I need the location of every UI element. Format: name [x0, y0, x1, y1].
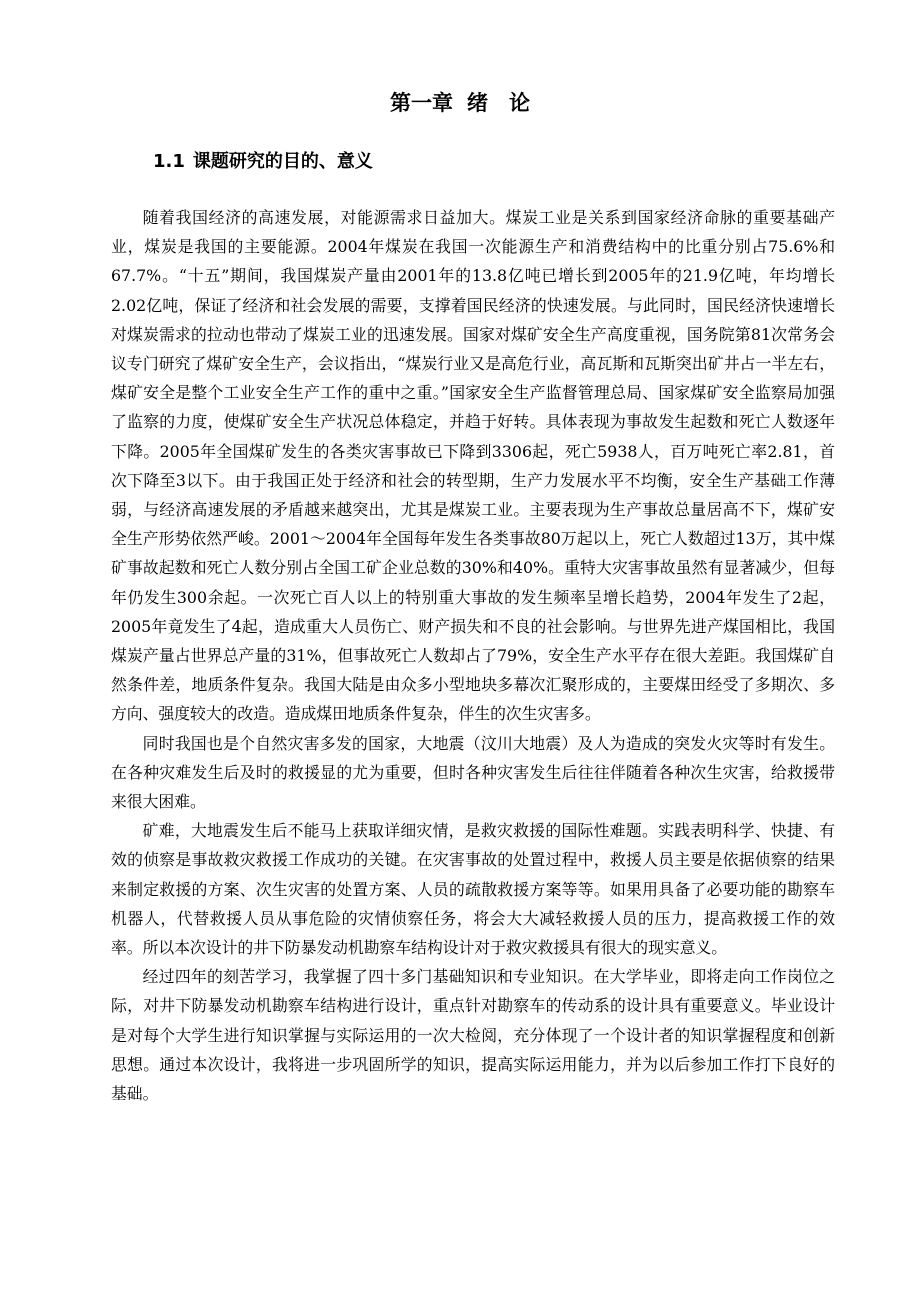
section-number: 1.1	[153, 151, 185, 172]
chapter-label: 第一章	[390, 91, 453, 115]
paragraph: 矿难，大地震发生后不能马上获取详细灾情，是救灾救援的国际性难题。实践表明科学、快捷、有效的侦察是事故救灾救援工作成功的关键。在灾害事故的处置过程中，救援人员主要是依据侦察的结果来制定救援的方案、次生灾害的处置方案、人员的疏散救援方案等等。如果用具备了必要功能的勘察车机器人，代替救援人员从事危险的灾情侦察任务，将会大大减轻救援人员的压力，提高救援工作的效率。所以本次设计的井下防暴发动机勘察车结构设计对于救灾救援具有很大的现实意义。	[111, 821, 835, 958]
chapter-title: 绪 论	[467, 91, 530, 115]
paragraph: 经过四年的刻苦学习，我掌握了四十多门基础知识和专业知识。在大学毕业，即将走向工作岗位之际，对井下防暴发动机勘察车结构进行设计，重点针对勘察车的传动系的设计具有重要意义。毕业设计是对每个大学生进行知识掌握与实际运用的一次大检阅，充分体现了一个设计者的知识掌握程度和创新思想。通过本次设计，我将进一步巩固所学的知识，提高实际运用能力，并为以后参加工作打下良好的基础。	[111, 967, 835, 1104]
paragraph: 随着我国经济的高速发展，对能源需求日益加大。煤炭工业是关系到国家经济命脉的重要基础产业，煤炭是我国的主要能源。2004年煤炭在我国一次能源生产和消费结构中的比重分别占75.6%和67.7%。“十五”期间，我国煤炭产量由2001年的13.8亿吨已增长到2005年的21.9亿吨，年均增长2.02亿吨，保证了经济和社会发展的需要，支撑着国民经济的快速发展。与此同时，国民经济快速增长对煤炭需求的拉动也带动了煤炭工业的迅速发展。国家对煤矿安全生产高度重视，国务院第81次常务会议专门研究了煤矿安全生产，会议指出，“煤炭行业又是高危行业，高瓦斯和瓦斯突出矿井占一半左右，煤矿安全是整个工业安全生产工作的重中之重。”国家安全生产监督管理总局、国家煤矿安全监察局加强了监察的力度，使煤矿安全生产状况总体稳定，并趋于好转。具体表现为事故发生起数和死亡人数逐年下降。2005年全国煤矿发生的各类灾害事故已下降到3306起，死亡5938人，百万吨死亡率2.81，首次下降至3以下。由于我国正处于经济和社会的转型期，生产力发展水平不均衡，安全生产基础工作薄弱，与经济高速发展的矛盾越来越突出，尤其是煤炭工业。主要表现为生产事故总量居高不下，煤矿安全生产形势依然严峻。2001～2004年全国每年发生各类事故80万起以上，死亡人数超过13万，其中煤矿事故起数和死亡人数分别占全国工矿企业总数的30%和40%。重特大灾害事故虽然有显著减少，但每年仍发生300余起。一次死亡百人以上的特别重大事故的发生频率呈增长趋势，2004年发生了2起，2005年竟发生了4起，造成重大人员伤亡、财产损失和不良的社会影响。与世界先进产煤国相比，我国煤炭产量占世界总产量的31%，但事故死亡人数却占了79%，安全生产水平存在很大差距。我国煤矿自然条件差，地质条件复杂。我国大陆是由众多小型地块多幕次汇聚形成的，主要煤田经受了多期次、多方向、强度较大的改造。造成煤田地质条件复杂，伴生的次生灾害多。	[111, 208, 835, 724]
section-heading	[153, 148, 373, 176]
body-text	[111, 203, 835, 1108]
section-title: 课题研究的目的、意义	[192, 151, 373, 172]
paragraph: 同时我国也是个自然灾害多发的国家，大地震（汶川大地震）及人为造成的突发火灾等时有发生。在各种灾难发生后及时的救援显的尤为重要，但时各种灾害发生后往往伴随着各种次生灾害，给救援带来很大困难。	[111, 733, 835, 812]
chapter-heading	[0, 88, 920, 118]
